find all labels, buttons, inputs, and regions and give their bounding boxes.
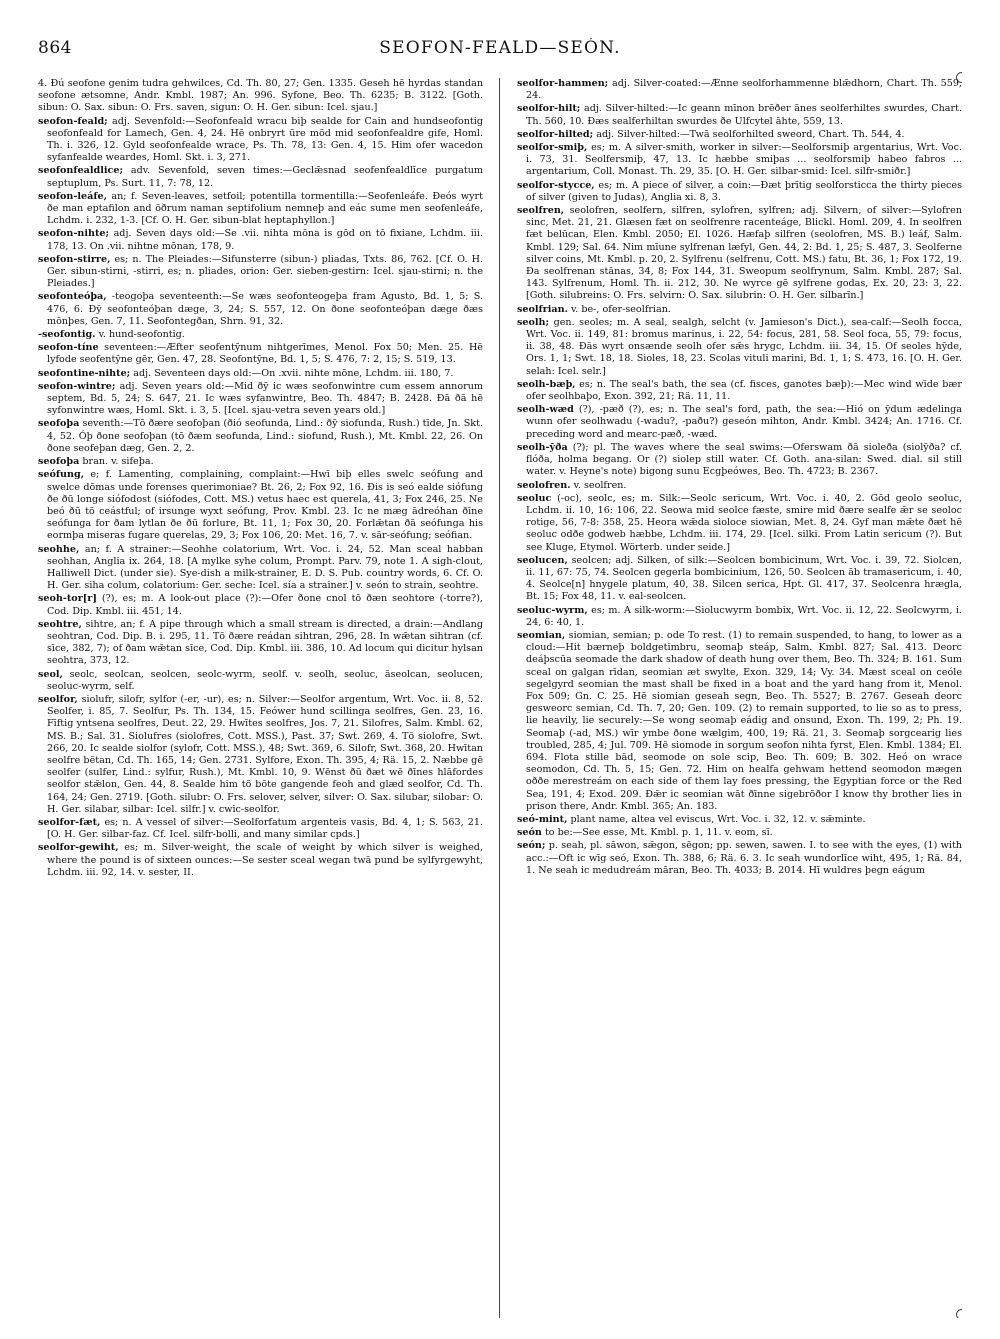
text-columns	[38, 78, 962, 1318]
dictionary-entry	[38, 619, 483, 668]
entry-headword: seofoþa	[38, 456, 80, 468]
entry-headword: seolh-ȳða	[517, 441, 568, 453]
entry-headword: seofon-feald;	[38, 115, 108, 127]
entry-definition: siomian, semian; p. ode To rest. (1) to remain suspended, to hang, to lower as a cloud:—Hit bærneþ boldgetimbru, seomaþ steáp, Salm. Kmbl. 827; Sal. 413. Deorc deáþscūa seomade the dark shadow of death hung over them, Beo. Th. 324; B. 161. Sum sceal on galgan rīdan, seomian æt swylte, Exon. 329, 14; Vy. 34. Mæst sceal on ceóle segelgyrd seomian the mast shall be fixed in a boat and the yard hang from it, Menol. Fox 509; Gn. C. 25. Hē siomian geseah segn, Beo. Th. 5527; B. 2767. Geseah deorc gesweorc semian, Cd. Th. 7, 20; Gen. 109. (2) to remain supported, to lie so as to press, lie heavily, lie securely:—Se wong seomaþ eádig and onsund, Exon. Th. 199, 2; Ph. 19. Seomaþ (-ad, MS.) wīr ymbe ðone wælgim, 400, 19; Rä. 21, 3. Seomaþ sorgcearig lies troubled, 285, 4; Jul. 709. Hē siomode in sorgum seofon nihta fyrst, Elen. Kmbl. 1384; El. 694. Flota stille bād, seomode on sole scip, Beo. Th. 609; B. 302. Heó on wrace seomodon, Cd. Th. 5, 15; Gen. 72. Him on healfa gehwam hettend seomodon mægen oððe merestreám on each side of them lay foes pressing, the Egyptian force or the Red Sea, 191, 4; Exod. 209. Ðǣr ic seomian wāt ðīnne sigebrōðor I know thy brother lies in prison there, Andr. Kmbl. 365; An. 183.	[526, 629, 962, 812]
dictionary-entry	[517, 493, 962, 554]
dictionary-entry	[517, 304, 962, 316]
dictionary-entry	[517, 840, 962, 877]
entry-definition: to be:—See esse, Mt. Kmbl. p. 1, 11. v. eom, sī.	[541, 827, 773, 839]
entry-definition: seventeen:—Æfter seofentȳnum nihtgerīmes, Menol. Fox 50; Men. 25. Hē lyfode seofentȳne gēr, Gen. 47, 28. Seofontȳne, Bd. 1, 5; S. 476, 7: 2, 15; S. 519, 13.	[47, 342, 483, 366]
entry-definition: e; f. Lamenting, complaining, complaint:—Hwī biþ elles swelc seófung and swelce dōmas unde forenses querimoniae? Bt. 26, 2; Fox 92, 16. Ðis is seó ealde siófung ðe ðū longe siófodost (siófodes, Cott. MS.) vetus haec est querela, 41, 3; Fox 246, 25. Ne beó ðū tō ceástful; of irsunge wyxt seófung, Prov. Kmbl. 23. Ic ne mæg ādreóhan ðīne seófunga for ðam lytlan ðe ðū forlure, Bt. 11, 1; Fox 30, 20. Forlǣtan ðā seófunga his eormþa miseras fugare querelas, 29, 3; Fox 106, 20: Met. 16, 7. v. sār-seófung; seófian.	[47, 469, 483, 542]
dictionary-entry	[38, 254, 483, 291]
entry-definition: seolcen; adj. Silken, of silk:—Seolcen bombicinum, Wrt. Voc. i. 39, 72. Siolcen, ii. 11, 67: 75, 74. Seolcen gegerla bombicinium, 126, 50. Seolcen āb tramasericum, i. 40, 4. Seolce[n] hnygele platum, 40, 38. Silcen serica, Hpt. Gl. 417, 37. Seolcenra hrægla, Bt. 15; Fox 48, 11. v. eal-seolcen.	[526, 554, 962, 603]
entry-headword: seolh-wæd	[517, 404, 574, 416]
running-head: SEOFON-FEALD—SEÓN.	[379, 38, 621, 58]
entry-headword: seolh-bæþ,	[517, 378, 576, 390]
entry-definition: v. be-, ofer-seolfrian.	[567, 303, 671, 315]
left-column	[38, 78, 483, 1318]
entry-headword: seolofren.	[517, 479, 571, 491]
entry-definition: es; m. A piece of silver, a coin:—Ðæt þrītig seolforsticca the thirty pieces of silver (given to Judas), Anglia xi. 8, 3.	[526, 179, 962, 203]
entry-headword: seolfor-gewiht,	[38, 842, 119, 854]
dictionary-entry	[517, 555, 962, 604]
dictionary-entry	[38, 694, 483, 816]
entry-definition: 4. Ðú seofone genim tudra gehwilces, Cd. Th. 80, 27; Gen. 1335. Geseh hē hyrdas standan seofone ætsomne, Andr. Kmbl. 1987; An. 996. Syfone, Beo. Th. 6235; B. 3122. [Goth. sibun: O. Sax. sibun: O. Frs. saven, sigun: O. H. Ger. sibun: Icel. sjau.]	[38, 78, 483, 114]
entry-definition: adv. Sevenfold, seven times:—Geclǣsnad seofenfealdlīce purgatum septuplum, Ps. Surt. 11, 7: 78, 12.	[47, 165, 483, 189]
page-header	[38, 38, 962, 68]
entry-headword: seolh;	[517, 316, 550, 328]
dictionary-entry	[517, 630, 962, 813]
entry-definition: -teogoþa seventeenth:—Se wæs seofonteogeþa fram Agusto, Bd. 1, 5; S. 476, 6. Ðȳ seofonteóþan dæge, 3, 24; S. 557, 12. On ðone seofonteóþan dæge ðæs mōnþes, Gen. 7, 11. Seofontegðan, Shrn. 91, 32.	[47, 291, 483, 327]
dictionary-entry	[38, 593, 483, 617]
entry-definition: v. hund-seofontig.	[95, 329, 185, 341]
entry-headword: seohhe,	[38, 543, 80, 555]
dictionary-entry	[517, 605, 962, 629]
entry-definition: adj. Sevenfold:—Seofonfeald wracu biþ sealde for Cain and hundseofontig seofonfeald for Lamech, Gen. 4, 24. Hē onbryrt ūre mōd mid seofonfealdre gife, Homl. Th. i. 326, 12. Gyld seofonfealde wrace, Ps. Th. 78, 13: Gen. 4, 15. Him ofer wacedon syfanfealde weardes, Homl. Skt. i. 3, 271.	[47, 115, 483, 164]
dictionary-entry	[38, 381, 483, 418]
entry-headword: -seofontig.	[38, 329, 96, 341]
entry-definition: seolofren, seolfern, silfren, sylofren, sylfren; adj. Silvern, of silver:—Sylofren sinc, Met. 21, 21. Glæsen fæt on seolfrenre racenteáge, Blickl. Homl. 209, 4. In seolfren fæt belūcan, Elen. Kmbl. 2050; El. 1026. Hæfaþ silfren (seolofren, MS. B.) leáf, Salm. Kmbl. 129; Sal. 64. Nim mīune sylfrenan læfyl, Gen. 44, 2: Bd. 1, 25; S. 487, 3. Seolferne silver coins, Mt. Kmbl. p. 20, 2. Sylfrenu (selfrenu, Cott. MS.) fatu, Bt. 36, 1; Fox 172, 19. Ða seolfrenan stānas, 34, 8; Fox 144, 31. Sweopum seolfrynum, Salm. Kmbl. 287; Sal. 143. Sylfrenum, Homl. Th. ii. 212, 30. Ne wyrce gē sylfrene godas, Ex. 20, 23: 3, 22. [Goth. silubreins: O. Frs. selvirn: O. Sax. silubrin: O. H. Ger. silbarīn.]	[526, 205, 962, 302]
dictionary-entry	[38, 817, 483, 841]
entry-headword: seófung,	[38, 469, 85, 481]
entry-headword: seolfor-fæt,	[38, 816, 101, 828]
entry-definition: es; m. A silk-worm:—Siolucwyrm bombix, Wrt. Voc. ii. 12, 22. Seolcwyrm, i. 24, 6: 40, 1.	[526, 604, 962, 628]
entry-definition: adj. Silver-hilted:—Ic geann mīnon brēðer ānes seolferhiltes swurdes, Chart. Th. 560, 10. Ðæs sealferhiltan swurdes ðe Ulfcytel āhte, 559, 13.	[526, 103, 962, 127]
entry-headword: seoh-tor[r]	[38, 593, 97, 605]
entry-definition: (?), es; m. A look-out place (?):—Ofer ðone cnol tō ðæn seohtore (-torre?), Cod. Dip. Kmbl. iii. 451, 14.	[47, 593, 483, 617]
dictionary-entry	[517, 442, 962, 479]
dictionary-entry	[38, 228, 483, 252]
entry-definition: adj. Seven years old:—Mid ðȳ ic wæs seofonwintre cum essem annorum septem, Bd. 5, 24; S. 647, 21. Ic wæs syfanwintre, Beo. Th. 4847; B. 2428. Ðā ðā hē syfonwintre wæs, Homl. Skt. i. 3, 5. [Icel. sjau-vetra seven years old.]	[47, 380, 483, 417]
dictionary-entry	[517, 205, 962, 303]
dictionary-entry	[38, 329, 483, 341]
entry-definition: plant name, altea vel eviscus, Wrt. Voc. i. 32, 12. v. sǣminte.	[567, 813, 866, 825]
dictionary-entry	[38, 165, 483, 189]
entry-headword: seolfor-hilted;	[517, 128, 594, 140]
page-number: 864	[38, 38, 72, 58]
dictionary-entry	[517, 827, 962, 839]
entry-definition: siolufr, silofr, sylfor (-er, -ur), es; n. Silver:—Seolfor argentum, Wrt. Voc. ii. 8, 52. Seolfer, i. 85, 7. Seolfur, Ps. Th. 134, 15. Feówer hund scillinga seolfres, Gen. 23, 16. Fīftig yntsena seolfres, Deut. 22, 29. Hwītes seolfres, Jos. 7, 21. Silofres, Salm. Kmbl. 62, MS. B.; Sal. 31. Siolufres (siolofres, Cott. MSS.), Past. 37; Swt. 269, 4. Tō siolofre, Swt. 266, 20. Ic sealde siolfor (sylofr, Cott. MSS.), 48; Swt. 369, 6. Silofr, Swt. 368, 20. Hwītan seolfre bētan, Cd. Th. 165, 14; Gen. 2731. Sylfore, Exon. Th. 395, 4; Rä. 15, 2. Næbbe gē seolfer (sulfer, Lind.: sylfur, Rush.), Mt. Kmbl. 10, 9. Wēnst ðū ðæt wē ðīnes hlāfordes seolfor stǣlon, Gen. 44, 8. Sealde him tō bōte gangende feoh and glæd seolfor, Cd. Th. 164, 24; Gen. 2719. [Goth. silubr: O. Frs. selover, selver, silver: O. Sax. silubar, silobar: O. H. Ger. silabar, silbar: Icel. silfr.] v. cwic-seolfor.	[47, 693, 483, 815]
entry-headword: seón	[517, 827, 542, 839]
entry-headword: seó-mint,	[517, 813, 568, 825]
entry-definition: gen. seoles; m. A seal, sealgh, selcht (v. Jamieson's Dict.), sea-calf:—Seolh focca, Wrt. Voc. ii. 149, 81: bromus marinus, i. 22, 54: focus, 281, 58. Seol foca, 55, 79: focus, ii. 38, 48. Ðās wyrt onsænde seolh ofer sǣs hrygc, Lchdm. iii. 34, 15. Of seoles hȳde, Ors. 1, 1; Swt. 18, 18. Sioles, 18, 23. Scolas vituli marini, Bd. 1, 1; S. 473, 16. [O. H. Ger. selah: Icel. selr.]	[526, 316, 962, 377]
entry-definition: an; f. Seven-leaves, setfoil; potentilla tormentilla:—Seofenleáfe. Ðeós wyrt ðe man eptafilon and ōðrum naman septifolium nemneþ and eác sume men seofenleáfe, Lchdm. i. 232, 1-3. [Cf. O. H. Ger. sibun-blat heptaphyllon.]	[47, 190, 483, 227]
entry-definition: es; n. The Pleiades:—Sifunsterre (sibun-) pliadas, Txts. 86, 762. [Cf. O. H. Ger. sibun-stirni, -stirri, es; n. pliades, orion: Ger. sieben-gestirn: Icel. sjau-stirni; n. the Pleiades.]	[47, 253, 483, 290]
entry-definition: es; m. A silver-smith, worker in silver:—Seolforsmiþ argentarius, Wrt. Voc. i. 73, 31. Seolfersmiþ, 47, 13. Ic hæbbe smiþas ... seolforsmiþ habeo fabros ... argentarium, Coll. Monast. Th. 29, 35. [O. H. Ger. silbar-smid: Icel. silfr-smiðr.]	[526, 142, 962, 178]
dictionary-entry	[38, 342, 483, 366]
dictionary-entry	[38, 544, 483, 593]
entry-headword: seofonfealdlice;	[38, 165, 123, 177]
column-divider	[499, 78, 500, 1318]
entry-headword: seolfor-hilt;	[517, 103, 581, 115]
entry-headword: seoluc	[517, 492, 552, 504]
dictionary-entry	[517, 317, 962, 378]
entry-definition: adj. Seven days old:—Se .vii. nihta mōna is gōd on tō fixiane, Lchdm. iii. 178, 13. On .vii. nihtne mōnan, 178, 9.	[47, 228, 483, 252]
entry-definition: adj. Silver-hilted:—Twā seolforhilted sweord, Chart. Th. 544, 4.	[593, 128, 905, 140]
right-column	[517, 78, 962, 1318]
entry-definition: (-oc), seolc, es; m. Silk:—Seolc sericum, Wrt. Voc. i. 40, 2. Gōd geolo seoluc, Lchdm. ii. 10, 16: 106, 22. Seowa mid seolce fæste, smire mid ðære sealfe ǣr se seoloc rotige, 56, 7-8: 358, 25. Heora wǣda sioloce siowian, Met. 8, 24. Gyf man mǣte ðæt hē seoluc odðe godweb hæbbe, Lchdm. iii. 174, 29. [Icel. silki. From Latin sericum (?). But see Kluge, Etymol. Wörterb. under seide.]	[526, 492, 962, 553]
entry-headword: seolfor,	[38, 693, 78, 705]
entry-headword: seolfren,	[517, 205, 565, 217]
entry-headword: seol,	[38, 668, 63, 680]
dictionary-entry	[38, 842, 483, 879]
dictionary-entry	[38, 116, 483, 165]
entry-headword: seofoþa	[38, 418, 80, 430]
entry-headword: seofontine-nihte;	[38, 367, 131, 379]
dictionary-entry	[38, 418, 483, 455]
dictionary-entry	[517, 814, 962, 826]
entry-definition: an; f. A strainer:—Seohhe colatorium, Wrt. Voc. i. 24, 52. Man sceal habban seohhan, Anglia ix. 264, 18. [A mylke syhe colum, Prompt. Parv. 79, note 1. A sigh-clout, Halliwell Dict. (under sie). Sye-dish a milk-strainer, E. D. S. Pub. country words, 6. Cf. O. H. Ger. siha colum, colatorium: Ger. seche: Icel. sía a strainer.] v. seón to strain, seohtre.	[47, 543, 483, 592]
entry-headword: seolucen,	[517, 554, 568, 566]
entry-headword: seofonteóþa,	[38, 291, 107, 303]
dictionary-entry	[38, 191, 483, 228]
entry-headword: seoluc-wyrm,	[517, 604, 588, 616]
entry-definition: p. seah, pl. sāwon, sǣgon, sēgon; pp. sewen, sawen. I. to see with the eyes, (1) with acc.:—Oft ic wīg seó, Exon. Th. 388, 6; Rä. 6. 3. Ic seah wundorlīce wiht, 495, 1; Rä. 84, 1. Ne seah ic medudreám māran, Beo. Th. 4033; B. 2014. Hī wuldres þegn eágum	[526, 840, 962, 876]
entry-definition: seolc, seolcan, seolcen, seolc-wyrm, seolf. v. seolh, seoluc, āseolcan, seolucen, seoluc-wyrm, self.	[47, 668, 483, 692]
entry-headword: seofon-nihte;	[38, 228, 110, 240]
entry-headword: seofon-tíne	[38, 342, 99, 354]
entry-headword: seolfor-stycce,	[517, 179, 595, 191]
dictionary-entry	[517, 142, 962, 179]
entry-headword: seofon-wintre;	[38, 380, 116, 392]
entry-headword: seolfrian.	[517, 303, 568, 315]
entry-headword: seón;	[517, 840, 546, 852]
entry-definition: bran. v. sifeþa.	[79, 456, 154, 468]
entry-definition: (?), -pæð (?), es; n. The seal's ford, path, the sea:—Hió on ȳdum ædelinga wunn ofer seolhwadu (-wadu?, -paðu?) geseón mihton, Andr. Kmbl. 3424; An. 1716. Cf. preceding word and mearc-pæð, -wæd.	[526, 404, 962, 440]
dictionary-entry	[517, 78, 962, 102]
dictionary-entry	[517, 404, 962, 441]
dictionary-entry	[38, 469, 483, 542]
entry-definition: es; n. The seal's bath, the sea (cf. fisces, ganotes bæþ):—Mec wind wīde bær ofer seolhbaþo, Exon. 392, 21; Rä. 11, 11.	[526, 378, 962, 403]
entry-definition: es; n. A vessel of silver:—Seolforfatum argenteis vasis, Bd. 4, 1; S. 563, 21. [O. H. Ger. silbar-faz. Cf. Icel. silfr-bolli, and many similar cpds.]	[47, 816, 483, 841]
dictionary-entry	[517, 379, 962, 403]
dictionary-entry	[38, 368, 483, 380]
dictionary-entry	[38, 456, 483, 468]
entry-headword: seofon-leáfe,	[38, 190, 107, 202]
entry-headword: seolfor-smiþ,	[517, 142, 588, 154]
entry-definition: adj. Silver-coated:—Ǣnne seolforhammenne blǣdhorn, Chart. Th. 559, 24.	[526, 78, 962, 102]
dictionary-entry	[38, 78, 483, 115]
dictionary-entry	[517, 480, 962, 492]
entry-definition: v. seolfren.	[570, 479, 627, 491]
dictionary-page	[38, 38, 962, 1318]
dictionary-entry	[517, 129, 962, 141]
entry-headword: seolfor-hammen;	[517, 78, 609, 89]
entry-definition: seventh:—Tō ðære seofoþan (ðió seofunda, Lind.: ðȳ siofunda, Rush.) tīde, Jn. Skt. 4, 52. Óþ ðone seofoþan (tō ðæm seofunda, Lind.: siofund, Rush.), Mt. Kmbl. 22, 26. On ðone seofeþan dæg, Gen. 2, 2.	[47, 418, 483, 454]
entry-headword: seohtre,	[38, 618, 82, 630]
entry-definition: sihtre, an; f. A pipe through which a small stream is directed, a drain:—Andlang seohtran, Cod. Dip. B. i. 295, 11. Tō ðære reádan sihtran, 296, 28. In wǣtan sihtran (cf. sīce, 382, 7); of ðam wǣtan sīce, Cod. Dip. Kmbl. iii. 386, 10. Ad locum qui dicitur hylsan seohtra, 373, 12.	[47, 618, 483, 667]
entry-definition: adj. Seventeen days old:—On .xvii. nihte mōne, Lchdm. iii. 180, 7.	[130, 367, 454, 379]
dictionary-entry	[38, 669, 483, 693]
dictionary-entry	[517, 180, 962, 204]
entry-definition: (?); pl. The waves where the seal swims:—Oferswam ðā sioleða (siolȳða? cf. flóða, holma begang. Or (?) siolep still water. Cf. Goth. ana-silan: Swed. dial. sil still water. v. Heyne's note) bigong sunu Ecgþeówes, Beo. Th. 4723; B. 2367.	[526, 441, 962, 478]
entry-headword: seofon-stirre,	[38, 253, 111, 265]
dictionary-entry	[517, 103, 962, 127]
dictionary-entry	[38, 291, 483, 328]
entry-definition: es; m. Silver-weight, the scale of weight by which silver is weighed, where the pound is of sixteen ounces:—Se sester sceal wegan twā pund be sylfyrgewyht, Lchdm. iii. 92, 14. v. sester, II.	[47, 842, 483, 878]
entry-headword: seomian,	[517, 629, 566, 641]
